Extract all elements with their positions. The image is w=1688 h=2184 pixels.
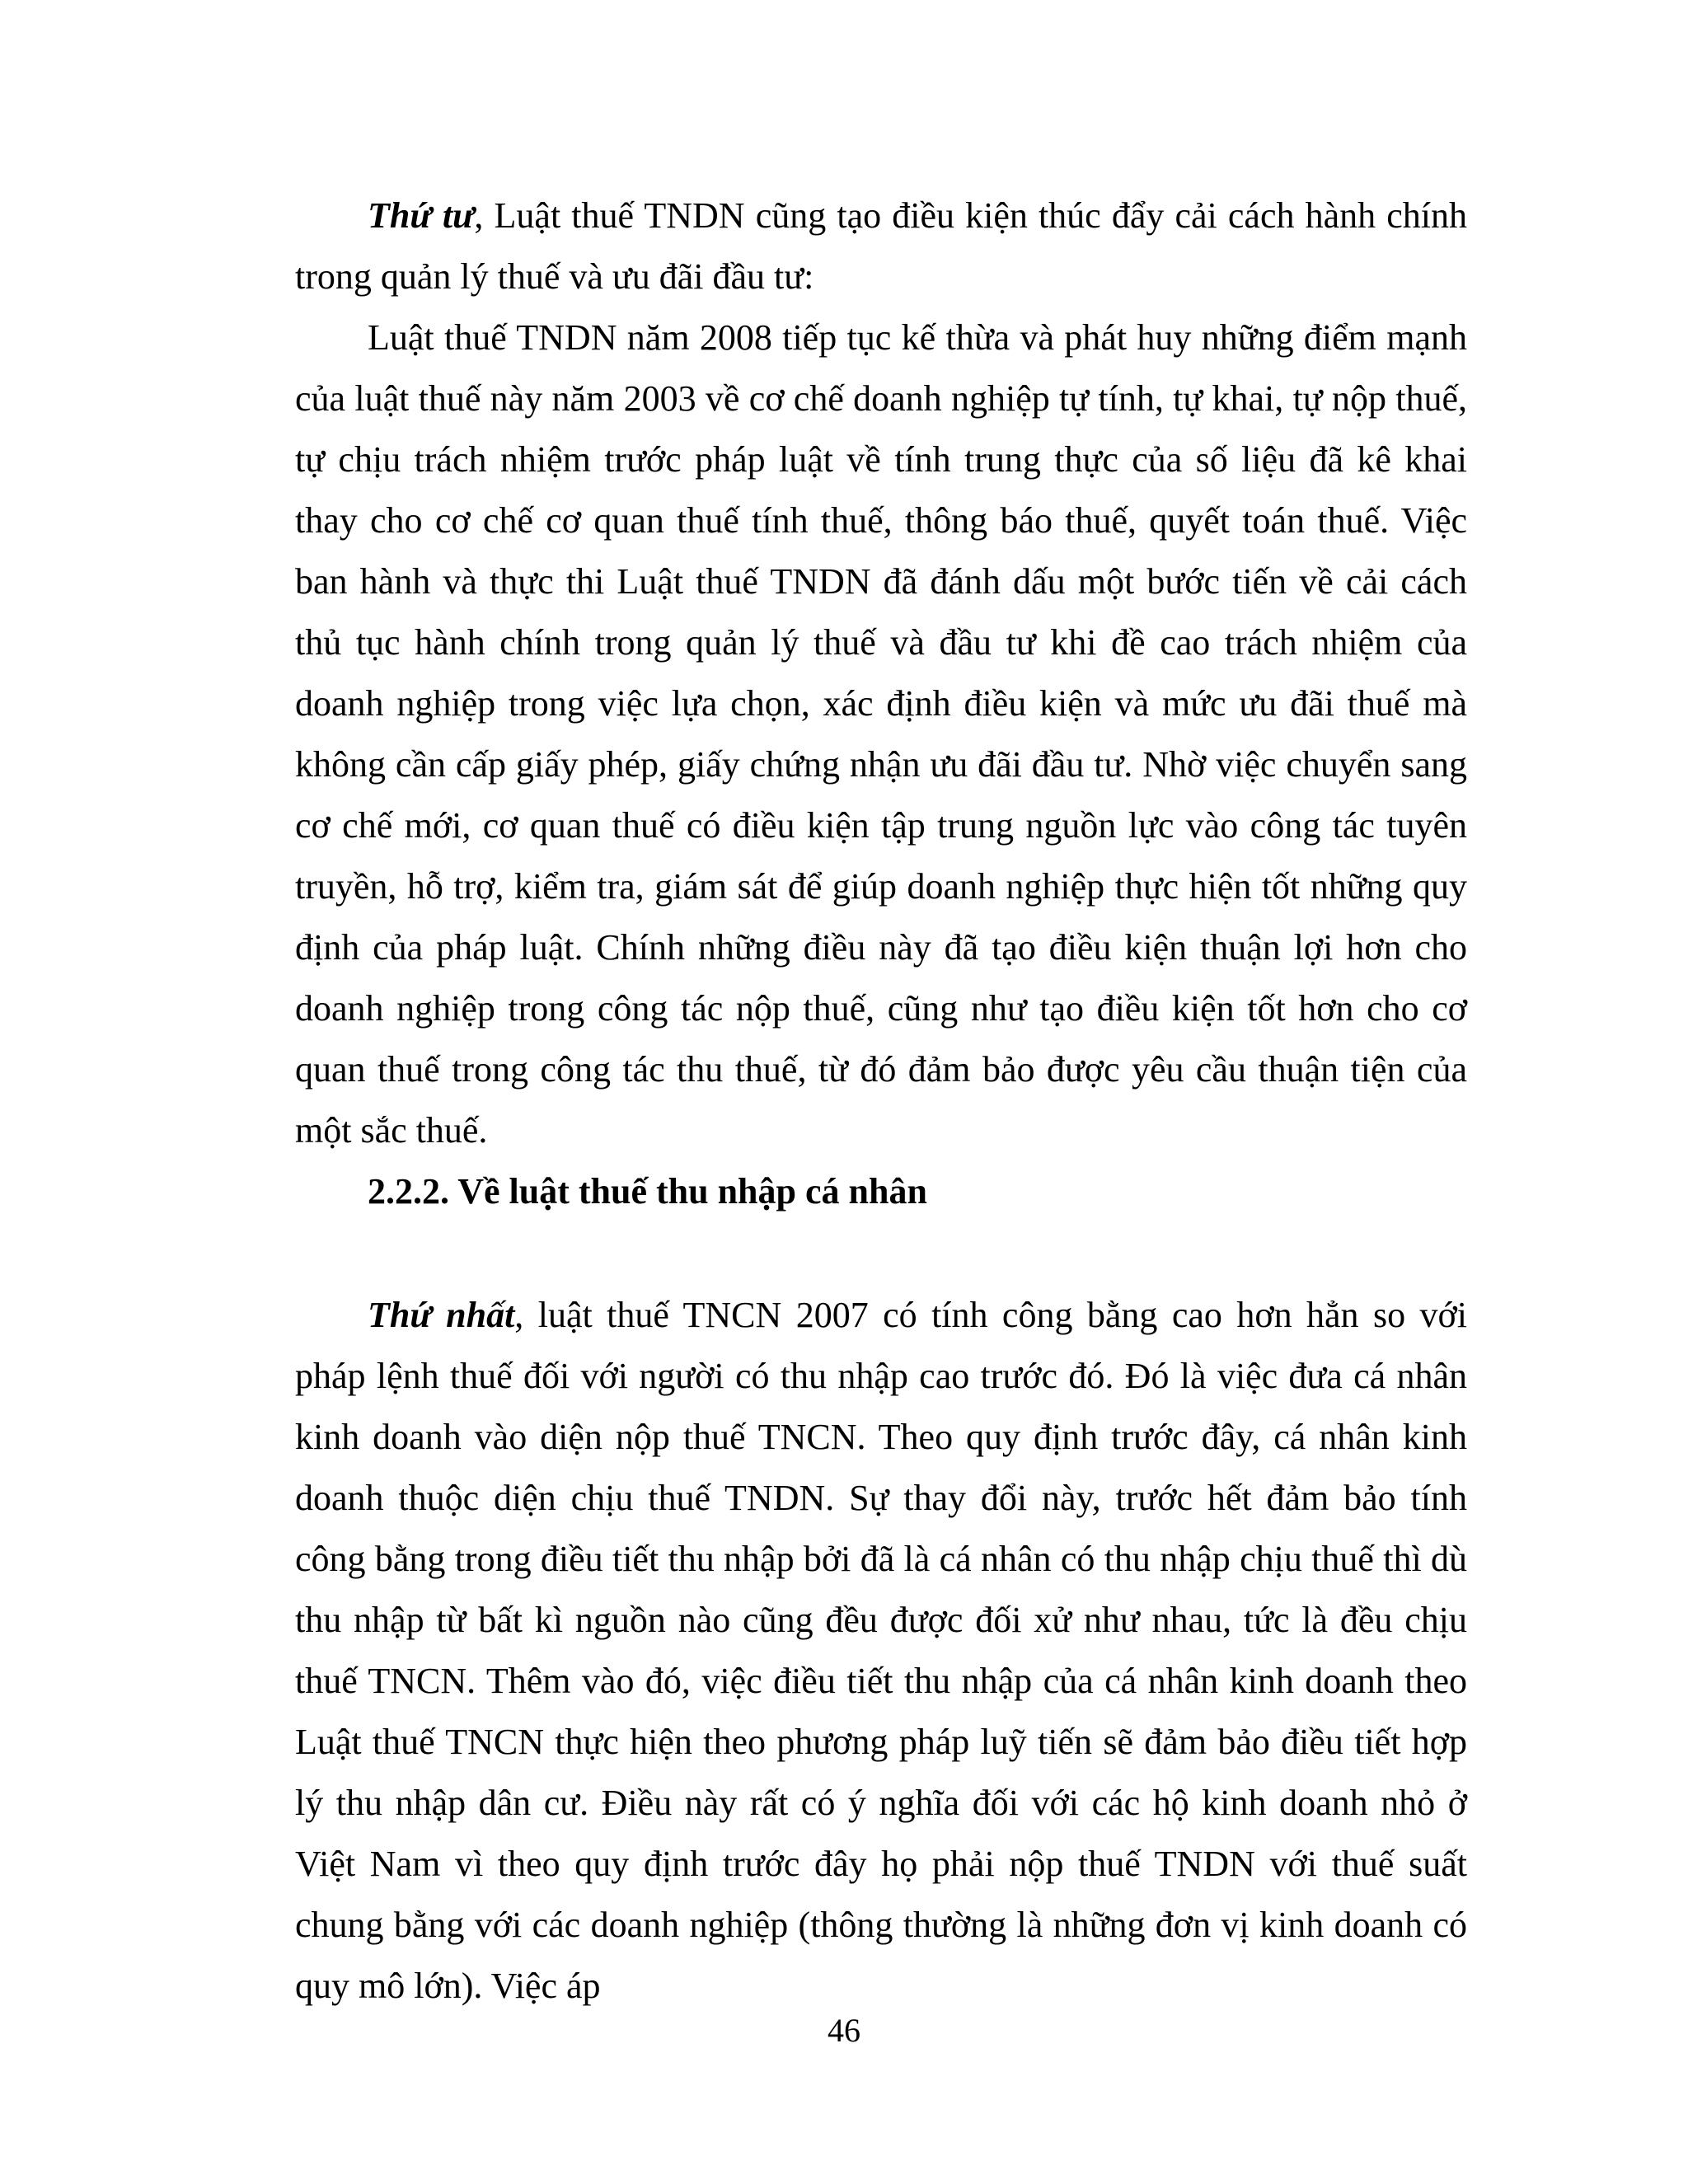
paragraph-text: , Luật thuế TNDN cũng tạo điều kiện thúc đẩy cải cách hành chính trong quản lý thuế và ưu đãi đầu tư: [295, 195, 1467, 297]
section-heading: 2.2.2. Về luật thuế thu nhập cá nhân [368, 1171, 927, 1212]
paragraph-lead: Thứ tư [368, 195, 475, 236]
paragraph-text: , luật thuế TNCN 2007 có tính công bằng cao hơn hẳn so với pháp lệnh thuế đối với người có thu nhập cao trước đó. Đó là việc đưa cá nhân kinh doanh vào diện nộp thuế TNCN. Theo quy định trước đây, cá nhân kinh doanh thuộc diện chịu thuế TNDN. Sự thay đổi này, trước hết đảm bảo tính công bằng trong điều tiết thu nhập bởi đã là cá nhân có thu nhập chịu thuế thì dù thu nhập từ bất kì nguồn nào cũng đều được đối xử như nhau, tức là đều chịu thuế TNCN. Thêm vào đó, việc điều tiết thu nhập của cá nhân kinh doanh theo Luật thuế TNCN thực hiện theo phương pháp luỹ tiến sẽ đảm bảo điều tiết hợp lý thu nhập dân cư. Điều này rất có ý nghĩa đối với các hộ kinh doanh nhỏ ở Việt Nam vì theo quy định trước đây họ phải nộp thuế TNDN với thuế suất chung bằng với các doanh nghiệp (thông thường là những đơn vị kinh doanh có quy mô lớn). Việc áp [295, 1295, 1467, 2006]
paragraph-thu-tu [295, 185, 1467, 307]
paragraph-thu-nhat [295, 1285, 1467, 2017]
paragraph-lead: Thứ nhất [368, 1295, 515, 1335]
page-number: 46 [828, 2012, 860, 2049]
paragraph-luat-thue-tndn: Luật thuế TNDN năm 2008 tiếp tục kế thừa và phát huy những điểm mạnh của luật thuế này năm 2003 về cơ chế doanh nghiệp tự tính, tự khai, tự nộp thuế, tự chịu trách nhiệm trước pháp luật về tính trung thực của số liệu đã kê khai thay cho cơ chế cơ quan thuế tính thuế, thông báo thuế, quyết toán thuế. Việc ban hành và thực thi Luật thuế TNDN đã đánh dấu một bước tiến về cải cách thủ tục hành chính trong quản lý thuế và đầu tư khi đề cao trách nhiệm của doanh nghiệp trong việc lựa chọn, xác định điều kiện và mức ưu đãi thuế mà không cần cấp giấy phép, giấy chứng nhận ưu đãi đầu tư. Nhờ việc chuyển sang cơ chế mới, cơ quan thuế có điều kiện tập trung nguồn lực vào công tác tuyên truyền, hỗ trợ, kiểm tra, giám sát để giúp doanh nghiệp thực hiện tốt những quy định của pháp luật. Chính những điều này đã tạo điều kiện thuận lợi hơn cho doanh nghiệp trong công tác nộp thuế, cũng như tạo điều kiện tốt hơn cho cơ quan thuế trong công tác thu thuế, từ đó đảm bảo được yêu cầu thuận tiện của một sắc thuế. [295, 317, 1467, 1151]
